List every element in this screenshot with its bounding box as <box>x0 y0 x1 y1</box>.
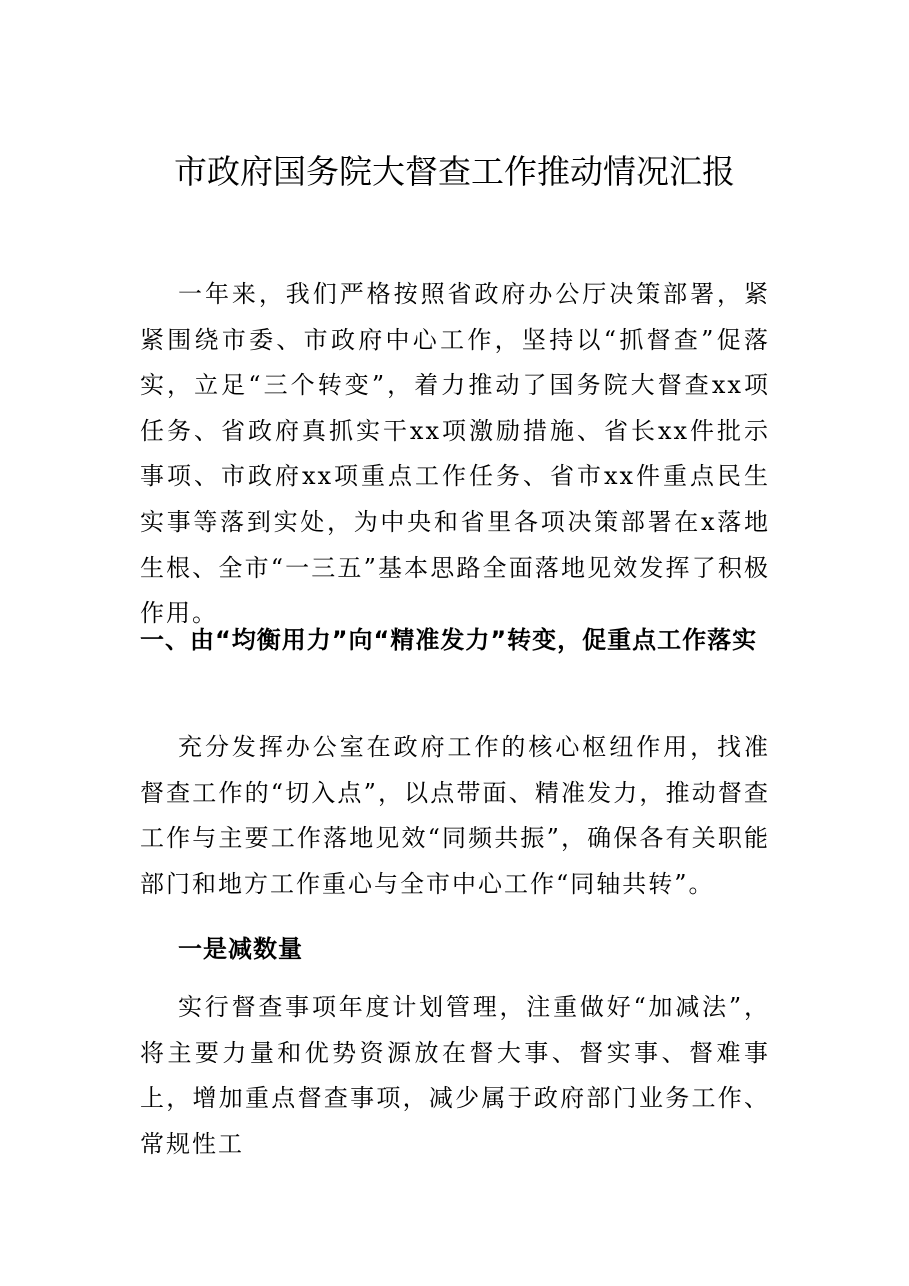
paragraph-subsection-1: 实行督查事项年度计划管理，注重做好“加减法”，将主要力量和优势资源放在督大事、督实事、督难事上，增加重点督查事项，减少属于政府部门业务工作、常规性工 <box>140 993 770 1158</box>
section-heading-1: 一、由“均衡用力”向“精准发力”转变，促重点工作落实 <box>140 626 758 654</box>
paragraph-section-1: 充分发挥办公室在政府工作的核心枢纽作用，找准督查工作的“切入点”，以点带面、精准发力，推动督查工作与主要工作落地见效“同频共振”，确保各有关职能部门和地方工作重心与全市中心工作“同轴共转”。 <box>140 733 770 898</box>
document-title: 市政府国务院大督查工作推动情况汇报 <box>174 152 735 191</box>
paragraph-intro: 一年来，我们严格按照省政府办公厅决策部署，紧紧围绕市委、市政府中心工作，坚持以“抓督查”促落实，立足“三个转变”，着力推动了国务院大督查xx项任务、省政府真抓实干xx项激励措施、省长xx件批示事项、市政府xx项重点工作任务、省市xx件重点民生实事等落到实处，为中央和省里各项决策部署在x落地生根、全市“一三五”基本思路全面落地见效发挥了积极作用。 <box>140 280 770 628</box>
subsection-heading-1: 一是减数量 <box>178 935 303 963</box>
